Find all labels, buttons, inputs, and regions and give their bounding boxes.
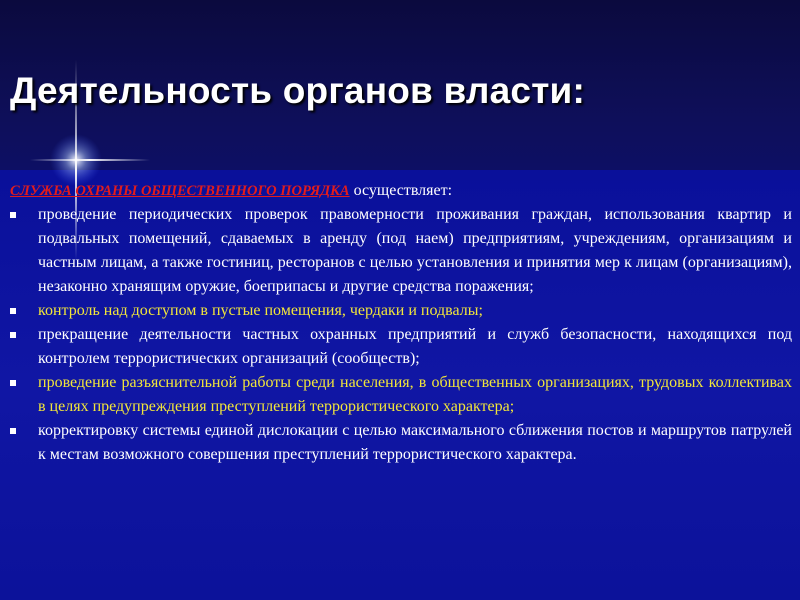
list-item [10, 371, 792, 419]
list-item [10, 323, 792, 371]
list-item [10, 299, 792, 323]
list-item [10, 419, 792, 467]
list-item-text: контроль над доступом в пустые помещения, чердаки и подвалы; [38, 302, 483, 319]
list-item [10, 203, 792, 299]
slide-content [10, 179, 792, 467]
intro-line [10, 179, 792, 203]
list-item-text: проведение периодических проверок правомерности проживания граждан, использования квартир и подвальных помещений, сдаваемых в аренду (под наем) предприятиям, учреждениям, организациям и частным лицам, а также гостиниц, ресторанов с целью установления и принятия мер к лицам (организациям), незаконно хранящим оружие, боеприпасы и другие средства поражения; [38, 206, 792, 295]
list-item-text: прекращение деятельности частных охранных предприятий и служб безопасности, находящихся под контролем террористических организаций (сообществ); [38, 326, 792, 367]
square-bullet-icon [10, 308, 16, 314]
square-bullet-icon [10, 428, 16, 434]
slide-title: Деятельность органов власти: [10, 70, 585, 111]
list-item-text: проведение разъяснительной работы среди населения, в общественных организациях, трудовых коллективах в целях предупреждения преступлений террористического характера; [38, 374, 792, 415]
agency-name: СЛУЖБА ОХРАНЫ ОБЩЕСТВЕННОГО ПОРЯДКА [10, 183, 350, 199]
square-bullet-icon [10, 212, 16, 218]
list-item-text: корректировку системы единой дислокации с целью максимального сближения постов и маршрутов патрулей к местам возможного совершения преступлений террористического характера. [38, 422, 792, 463]
activity-list [10, 203, 792, 467]
square-bullet-icon [10, 380, 16, 386]
square-bullet-icon [10, 332, 16, 338]
intro-verb: осуществляет: [349, 182, 453, 199]
